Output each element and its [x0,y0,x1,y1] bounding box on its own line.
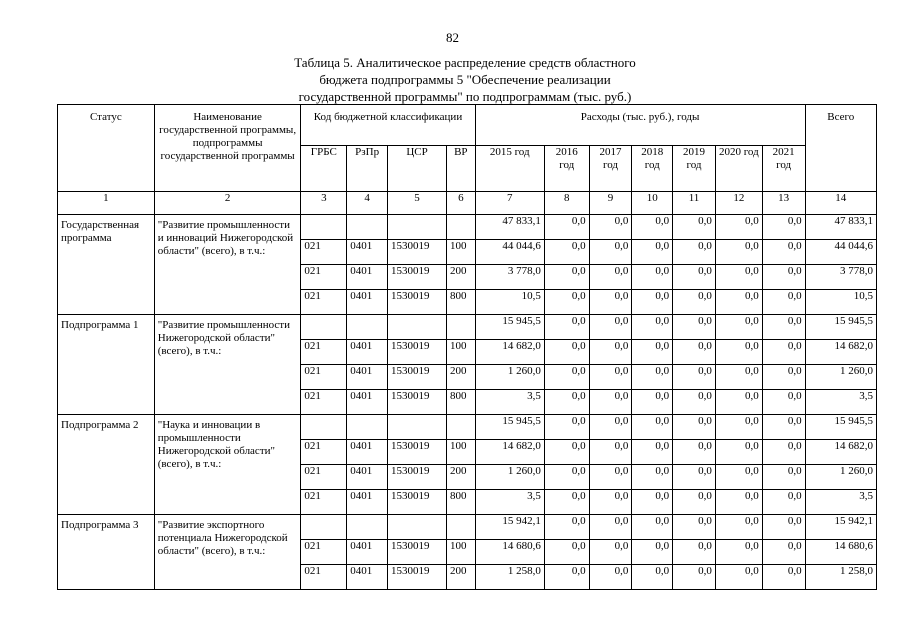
table-row [58,415,877,440]
header-rzpr: РзПр [347,146,388,192]
year-value-cell: 0,0 [715,265,762,290]
header-year: 2015 год [475,146,544,192]
csr-cell: 1530019 [387,265,446,290]
year-value-cell: 0,0 [589,265,632,290]
column-number: 5 [387,192,446,215]
year-value-cell: 0,0 [544,565,589,590]
header-year: 2016 год [544,146,589,192]
budget-table [57,104,877,590]
year-value-cell: 0,0 [632,515,673,540]
total-cell: 3,5 [805,490,876,515]
year-value-cell: 0,0 [632,365,673,390]
grbs-cell: 021 [301,390,347,415]
csr-cell [387,215,446,240]
year-value-cell: 0,0 [544,365,589,390]
csr-cell [387,515,446,540]
header-year: 2021 год [762,146,805,192]
rzpr-cell: 0401 [347,490,388,515]
header-total: Всего [805,105,876,192]
rzpr-cell: 0401 [347,440,388,465]
year-value-cell: 1 260,0 [475,365,544,390]
year-value-cell: 10,5 [475,290,544,315]
year-value-cell: 0,0 [715,440,762,465]
rzpr-cell: 0401 [347,390,388,415]
csr-cell: 1530019 [387,565,446,590]
grbs-cell: 021 [301,440,347,465]
total-cell: 14 682,0 [805,340,876,365]
total-cell: 1 260,0 [805,365,876,390]
year-value-cell: 0,0 [673,490,716,515]
year-value-cell: 44 044,6 [475,240,544,265]
year-value-cell: 0,0 [589,440,632,465]
year-value-cell: 0,0 [673,565,716,590]
year-value-cell: 0,0 [673,290,716,315]
rzpr-cell: 0401 [347,340,388,365]
year-value-cell: 1 258,0 [475,565,544,590]
vr-cell: 100 [447,240,476,265]
year-value-cell: 0,0 [589,215,632,240]
column-number: 8 [544,192,589,215]
table-row [58,215,877,240]
year-value-cell: 0,0 [673,315,716,340]
year-value-cell: 0,0 [762,540,805,565]
year-value-cell: 15 942,1 [475,515,544,540]
year-value-cell: 0,0 [762,515,805,540]
csr-cell: 1530019 [387,240,446,265]
vr-cell: 200 [447,465,476,490]
year-value-cell: 0,0 [544,415,589,440]
rzpr-cell [347,315,388,340]
year-value-cell: 0,0 [762,465,805,490]
year-value-cell: 0,0 [715,565,762,590]
grbs-cell [301,415,347,440]
year-value-cell: 0,0 [544,390,589,415]
year-value-cell: 0,0 [673,265,716,290]
table-row [58,515,877,540]
year-value-cell: 0,0 [673,465,716,490]
year-value-cell: 0,0 [589,490,632,515]
year-value-cell: 0,0 [632,565,673,590]
table-header [58,105,877,215]
csr-cell [387,415,446,440]
year-value-cell: 0,0 [632,465,673,490]
vr-cell: 200 [447,565,476,590]
year-value-cell: 0,0 [632,540,673,565]
year-value-cell: 14 680,6 [475,540,544,565]
title-line: бюджета подпрограммы 5 "Обеспечение реализации [319,72,611,87]
year-value-cell: 0,0 [544,215,589,240]
column-number: 7 [475,192,544,215]
year-value-cell: 0,0 [715,365,762,390]
csr-cell [387,315,446,340]
csr-cell: 1530019 [387,365,446,390]
year-value-cell: 0,0 [673,390,716,415]
header-csr: ЦСР [387,146,446,192]
vr-cell: 800 [447,390,476,415]
total-cell: 1 260,0 [805,465,876,490]
year-value-cell: 1 260,0 [475,465,544,490]
year-value-cell: 0,0 [673,440,716,465]
year-value-cell: 0,0 [762,440,805,465]
year-value-cell: 15 945,5 [475,315,544,340]
vr-cell [447,415,476,440]
column-number: 4 [347,192,388,215]
table-body [58,215,877,590]
grbs-cell: 021 [301,465,347,490]
csr-cell: 1530019 [387,390,446,415]
csr-cell: 1530019 [387,340,446,365]
year-value-cell: 0,0 [715,340,762,365]
year-value-cell: 0,0 [632,215,673,240]
column-number: 2 [154,192,301,215]
total-cell: 44 044,6 [805,240,876,265]
year-value-cell: 3,5 [475,390,544,415]
header-code-group: Код бюджетной классификации [301,105,475,146]
csr-cell: 1530019 [387,540,446,565]
total-cell: 10,5 [805,290,876,315]
vr-cell [447,215,476,240]
vr-cell: 100 [447,540,476,565]
year-value-cell: 0,0 [673,540,716,565]
header-year: 2018 год [632,146,673,192]
year-value-cell: 0,0 [762,415,805,440]
year-value-cell: 0,0 [589,390,632,415]
column-number: 10 [632,192,673,215]
grbs-cell: 021 [301,540,347,565]
title-line: государственной программы" по подпрограммам (тыс. руб.) [298,89,632,104]
table-row [58,315,877,340]
year-value-cell: 0,0 [544,315,589,340]
status-cell: Подпрограмма 2 [58,415,155,515]
year-value-cell: 0,0 [632,490,673,515]
column-number: 3 [301,192,347,215]
year-value-cell: 0,0 [762,290,805,315]
total-cell: 14 680,6 [805,540,876,565]
year-value-cell: 0,0 [632,415,673,440]
csr-cell: 1530019 [387,440,446,465]
year-value-cell: 0,0 [762,315,805,340]
total-cell: 14 682,0 [805,440,876,465]
year-value-cell: 3,5 [475,490,544,515]
year-value-cell: 0,0 [762,240,805,265]
grbs-cell: 021 [301,290,347,315]
column-number: 13 [762,192,805,215]
year-value-cell: 0,0 [715,390,762,415]
year-value-cell: 0,0 [589,365,632,390]
status-cell: Государственная программа [58,215,155,315]
year-value-cell: 0,0 [632,315,673,340]
year-value-cell: 0,0 [715,290,762,315]
year-value-cell: 0,0 [544,465,589,490]
column-number: 1 [58,192,155,215]
year-value-cell: 0,0 [715,465,762,490]
header-status: Статус [58,105,155,192]
grbs-cell: 021 [301,340,347,365]
year-value-cell: 0,0 [762,390,805,415]
csr-cell: 1530019 [387,290,446,315]
year-value-cell: 0,0 [715,490,762,515]
header-expenses-group: Расходы (тыс. руб.), годы [475,105,805,146]
header-year: 2017 год [589,146,632,192]
title-line: Таблица 5. Аналитическое распределение средств областного [294,55,636,70]
year-value-cell: 0,0 [589,290,632,315]
csr-cell: 1530019 [387,490,446,515]
year-value-cell: 0,0 [715,315,762,340]
grbs-cell: 021 [301,240,347,265]
vr-cell: 200 [447,265,476,290]
year-value-cell: 0,0 [673,215,716,240]
year-value-cell: 0,0 [589,465,632,490]
rzpr-cell: 0401 [347,265,388,290]
total-cell: 3 778,0 [805,265,876,290]
year-value-cell: 0,0 [762,565,805,590]
vr-cell: 200 [447,365,476,390]
header-year: 2020 год [715,146,762,192]
year-value-cell: 0,0 [544,540,589,565]
vr-cell [447,515,476,540]
rzpr-cell: 0401 [347,565,388,590]
table-title [200,54,730,105]
year-value-cell: 0,0 [632,440,673,465]
vr-cell: 800 [447,490,476,515]
header-vr: ВР [447,146,476,192]
grbs-cell: 021 [301,265,347,290]
column-number-row [58,192,877,215]
total-cell: 47 833,1 [805,215,876,240]
grbs-cell [301,515,347,540]
status-cell: Подпрограмма 3 [58,515,155,590]
year-value-cell: 0,0 [589,240,632,265]
total-cell: 15 945,5 [805,415,876,440]
year-value-cell: 15 945,5 [475,415,544,440]
year-value-cell: 0,0 [544,515,589,540]
total-cell: 15 942,1 [805,515,876,540]
year-value-cell: 0,0 [589,315,632,340]
total-cell: 1 258,0 [805,565,876,590]
year-value-cell: 0,0 [589,415,632,440]
header-name: Наименование государственной программы, подпрограммы государственной программы [154,105,301,192]
grbs-cell [301,315,347,340]
year-value-cell: 0,0 [544,340,589,365]
page-number: 82 [446,30,459,45]
year-value-cell: 14 682,0 [475,340,544,365]
year-value-cell: 0,0 [632,240,673,265]
year-value-cell: 0,0 [544,490,589,515]
year-value-cell: 0,0 [715,515,762,540]
year-value-cell: 0,0 [632,390,673,415]
grbs-cell [301,215,347,240]
year-value-cell: 0,0 [673,340,716,365]
year-value-cell: 0,0 [632,290,673,315]
column-number: 6 [447,192,476,215]
year-value-cell: 0,0 [544,265,589,290]
program-name-cell: "Развитие промышленности и инноваций Нижегородской области" (всего), в т.ч.: [154,215,301,315]
rzpr-cell [347,415,388,440]
csr-cell: 1530019 [387,465,446,490]
vr-cell: 800 [447,290,476,315]
year-value-cell: 3 778,0 [475,265,544,290]
year-value-cell: 0,0 [673,415,716,440]
year-value-cell: 0,0 [589,340,632,365]
column-number: 14 [805,192,876,215]
program-name-cell: "Развитие экспортного потенциала Нижегородской области" (всего), в т.ч.: [154,515,301,590]
rzpr-cell: 0401 [347,365,388,390]
year-value-cell: 0,0 [762,215,805,240]
column-number: 12 [715,192,762,215]
vr-cell [447,315,476,340]
year-value-cell: 14 682,0 [475,440,544,465]
rzpr-cell [347,515,388,540]
total-cell: 15 945,5 [805,315,876,340]
column-number: 9 [589,192,632,215]
rzpr-cell: 0401 [347,540,388,565]
rzpr-cell: 0401 [347,240,388,265]
year-value-cell: 0,0 [673,365,716,390]
year-value-cell: 0,0 [544,240,589,265]
year-value-cell: 0,0 [673,515,716,540]
program-name-cell: "Наука и инновации в промышленности Нижегородской области" (всего), в т.ч.: [154,415,301,515]
rzpr-cell: 0401 [347,465,388,490]
year-value-cell: 0,0 [715,415,762,440]
year-value-cell: 0,0 [762,490,805,515]
grbs-cell: 021 [301,365,347,390]
year-value-cell: 0,0 [715,240,762,265]
vr-cell: 100 [447,440,476,465]
year-value-cell: 0,0 [715,540,762,565]
total-cell: 3,5 [805,390,876,415]
header-year: 2019 год [673,146,716,192]
grbs-cell: 021 [301,490,347,515]
year-value-cell: 0,0 [762,265,805,290]
grbs-cell: 021 [301,565,347,590]
year-value-cell: 0,0 [589,565,632,590]
year-value-cell: 0,0 [762,340,805,365]
program-name-cell: "Развитие промышленности Нижегородской области" (всего), в т.ч.: [154,315,301,415]
vr-cell: 100 [447,340,476,365]
header-grbs: ГРБС [301,146,347,192]
rzpr-cell: 0401 [347,290,388,315]
year-value-cell: 0,0 [673,240,716,265]
column-number: 11 [673,192,716,215]
year-value-cell: 0,0 [544,440,589,465]
rzpr-cell [347,215,388,240]
year-value-cell: 0,0 [762,365,805,390]
year-value-cell: 0,0 [589,540,632,565]
year-value-cell: 0,0 [715,215,762,240]
year-value-cell: 47 833,1 [475,215,544,240]
year-value-cell: 0,0 [632,340,673,365]
year-value-cell: 0,0 [544,290,589,315]
status-cell: Подпрограмма 1 [58,315,155,415]
year-value-cell: 0,0 [632,265,673,290]
year-value-cell: 0,0 [589,515,632,540]
